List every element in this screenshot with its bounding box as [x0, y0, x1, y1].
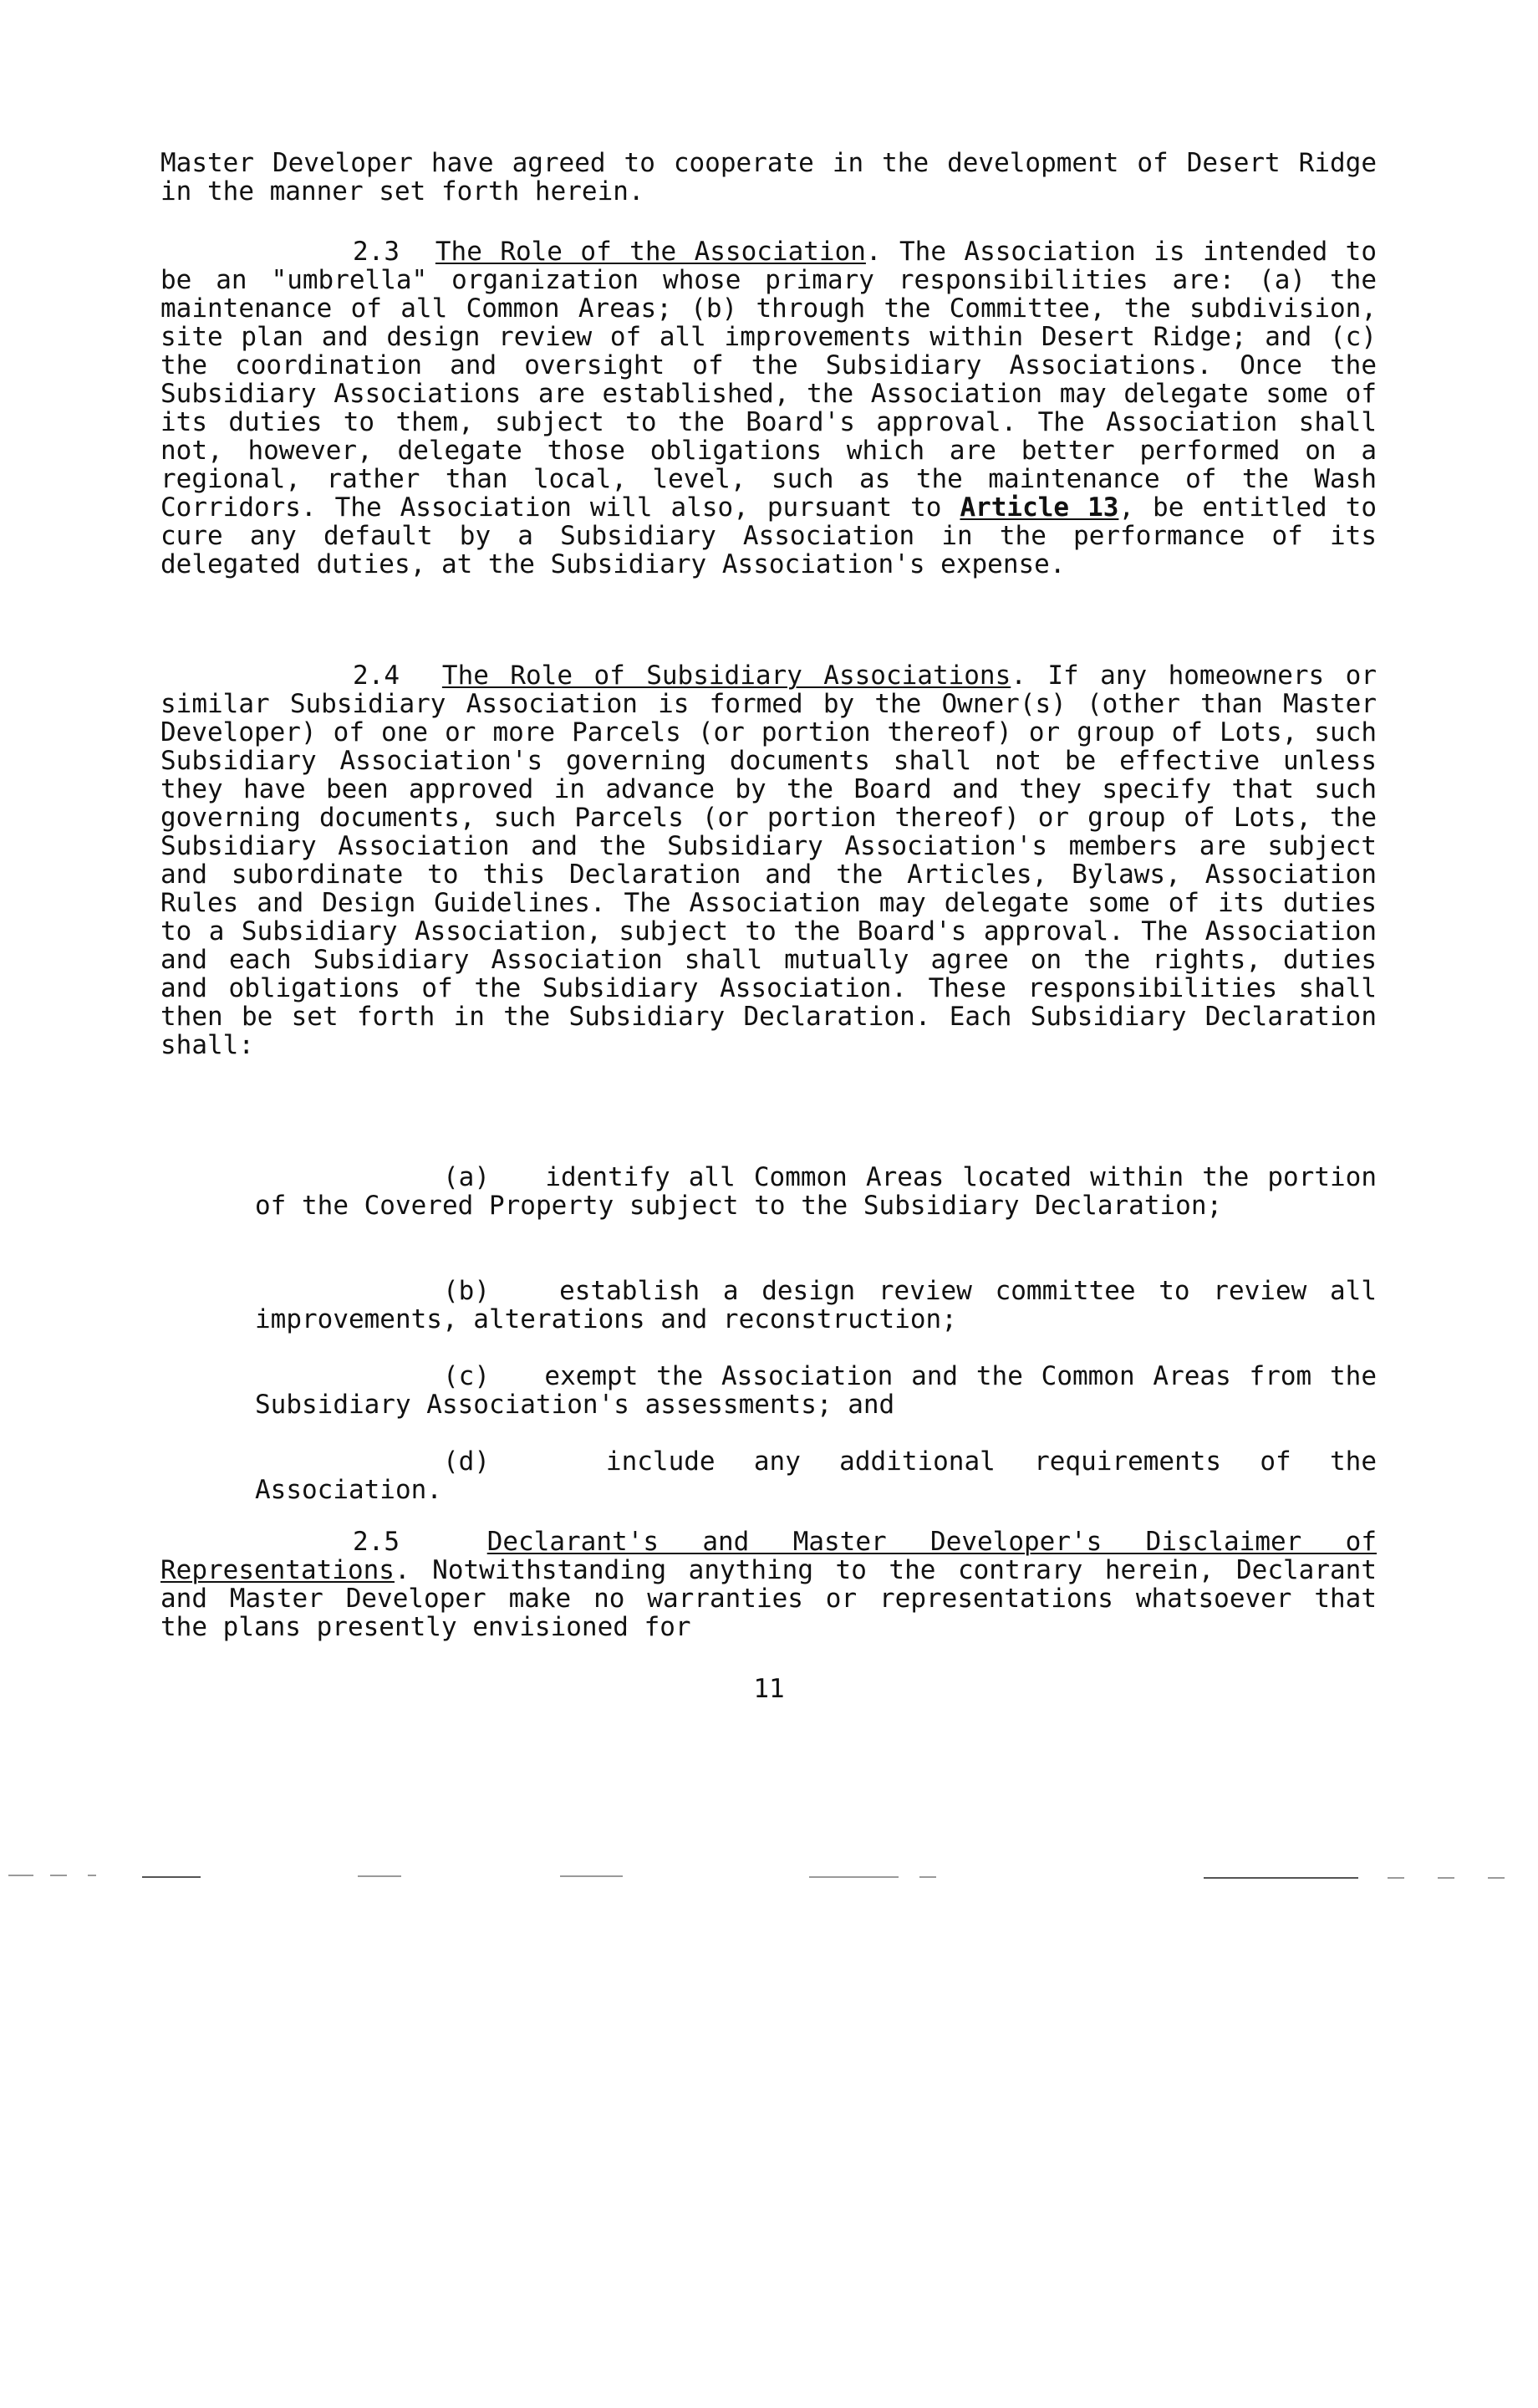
- section-2-5: [160, 1528, 1377, 1641]
- list-item-text: include any additional requirements of the Association.: [255, 1446, 1377, 1505]
- list-item-text: exempt the Association and the Common Areas from the Subsidiary Association's assessments; and: [255, 1361, 1377, 1420]
- section-body-continued: , be entitled to cure any default by a Subsidiary Association in the performance of its delegated duties, at the Subsidiary Association's expense.: [160, 492, 1377, 579]
- page-number: 11: [753, 1674, 785, 1704]
- section-heading: Declarant's and Master Developer's Disclaimer of Representations: [160, 1527, 1377, 1585]
- scan-edge-artifacts: [0, 1869, 1538, 1885]
- section-body: . If any homeowners or similar Subsidiary Association is formed by the Owner(s) (other than Master Developer) of one or more Parcels (or portion thereof) or group of Lots, such Subsidiary Association's governing documents shall not be effective unless they have been approved in advance by the Board and they specify that such governing documents, such Parcels (or portion thereof) or group of Lots, the Subsidiary Association and the Subsidiary Association's members are subject and subordinate to this Declaration and the Articles, Bylaws, Association Rules and Design Guidelines. The Association may delegate some of its duties to a Subsidiary Association, subject to the Board's approval. The Association and each Subsidiary Association shall mutually agree on the rights, duties and obligations of the Subsidiary Association. These responsibilities shall then be set forth in the Subsidiary Declaration. Each Subsidiary Declaration shall:: [160, 661, 1377, 1060]
- list-item-label: (d): [443, 1446, 490, 1477]
- list-item-label: (c): [443, 1361, 490, 1391]
- opening-paragraph: [160, 149, 1377, 206]
- list-item-text: identify all Common Areas located within the portion of the Covered Property subject to the Subsidiary Declaration;: [255, 1162, 1377, 1221]
- section-number: 2.3: [353, 237, 400, 267]
- section-heading: The Role of the Association: [435, 237, 866, 267]
- section-body: . Notwithstanding anything to the contrary herein, Declarant and Master Developer make no warranties or representations whatsoever that the plans presently envisioned for: [160, 1555, 1377, 1642]
- list-item-label: (a): [443, 1162, 490, 1192]
- list-item-label: (b): [443, 1276, 490, 1306]
- list-item-text: establish a design review committee to review all improvements, alterations and reconstruction;: [255, 1276, 1377, 1334]
- opening-text: Master Developer have agreed to cooperate in the development of Desert Ridge in the manner set forth herein.: [160, 148, 1377, 207]
- section-heading: The Role of Subsidiary Associations: [441, 661, 1011, 691]
- list-item-d: [255, 1447, 1377, 1504]
- list-item-a: [255, 1163, 1377, 1220]
- list-item-b: [255, 1277, 1377, 1334]
- section-2-3: [160, 237, 1377, 579]
- article-reference-link: Article 13: [960, 492, 1119, 523]
- section-body: . The Association is intended to be an "umbrella" organization whose primary responsibilities are: (a) the maintenance of all Common Areas; (b) through the Committee, the subdivision, site plan and design review of all improvements within Desert Ridge; and (c) the coordination and oversight of the Subsidiary Associations. Once the Subsidiary Associations are established, the Association may delegate some of its duties to them, subject to the Board's approval. The Association shall not, however, delegate those obligations which are better performed on a regional, rather than local, level, such as the maintenance of the Wash Corridors. The Association will also, pursuant to: [160, 237, 1378, 523]
- section-number: 2.4: [353, 661, 400, 691]
- section-number: 2.5: [353, 1527, 400, 1557]
- list-item-c: [255, 1362, 1377, 1419]
- section-2-4: [160, 661, 1377, 1059]
